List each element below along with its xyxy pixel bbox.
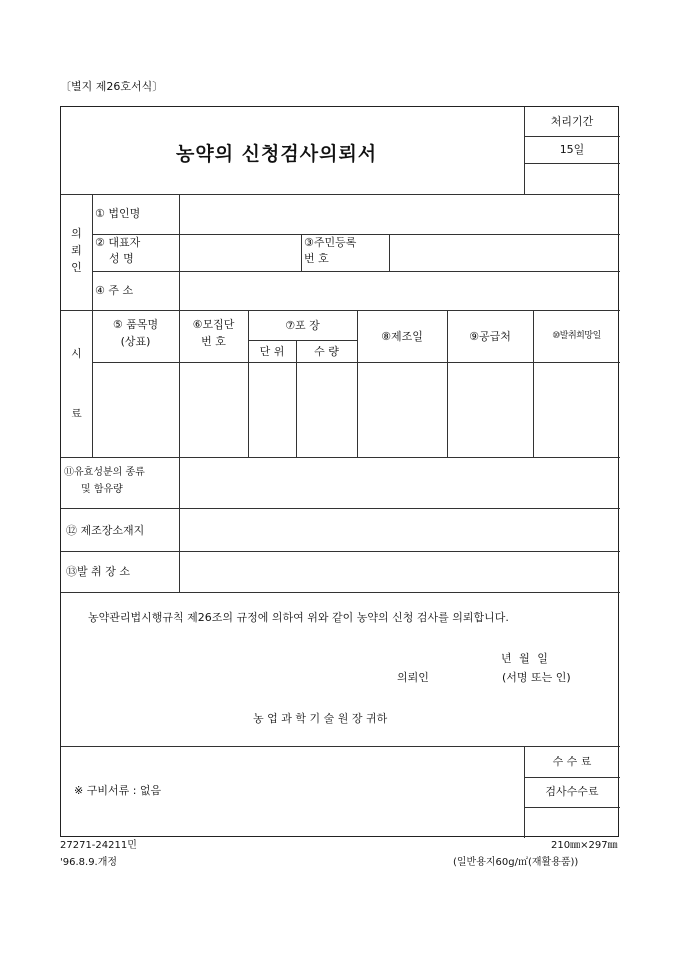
col-sampling-date: ⑩발취희망일 — [552, 331, 601, 341]
col-brand: (상표) — [120, 335, 151, 348]
sampling-place-field[interactable] — [180, 552, 619, 591]
requester-section-label: 의 뢰 인 — [71, 227, 82, 274]
resident-number-field[interactable] — [390, 235, 619, 270]
address-label: ④ 주 소 — [95, 284, 134, 297]
processing-note-field[interactable] — [525, 164, 619, 193]
sampling-place-label: ⑬발 취 장 소 — [66, 565, 130, 578]
corp-name-label: ① 법인명 — [95, 207, 141, 220]
col-manufacture-date: ⑧제조일 — [381, 330, 423, 343]
factory-location-label: ⑫ 제조장소재지 — [66, 524, 145, 537]
col-product-name: ⑤ 품목명 — [112, 318, 159, 331]
manufacture-date-cell[interactable] — [358, 363, 446, 456]
sample-section-label-2: 료 — [71, 407, 82, 420]
sign-hint: (서명 또는 인) — [502, 671, 571, 684]
attachments-note: ※ 구비서류 : 없음 — [74, 784, 162, 797]
form-code: 27271-24211민 — [60, 840, 137, 851]
col-supplier: ⑨공급처 — [469, 330, 511, 343]
requester-sign-field[interactable] — [433, 667, 499, 687]
divider — [61, 746, 620, 747]
paper-spec: (일반용지60g/㎡(재활용품)) — [453, 857, 579, 868]
divider — [524, 777, 620, 778]
requester-sign-label: 의뢰인 — [397, 671, 429, 684]
fee-item: 검사수수료 — [545, 785, 599, 798]
form-number-note: 〔별지 제26호서식〕 — [60, 80, 164, 93]
col-lot-number-2: 번 호 — [201, 335, 226, 348]
resident-number-label: ③주민등록 — [304, 236, 357, 249]
address-field[interactable] — [180, 272, 619, 309]
revision-date: '96.8.9.개정 — [60, 857, 118, 868]
fee-amount-field[interactable] — [525, 808, 619, 837]
processing-period-label: 처리기간 — [550, 115, 594, 128]
declaration-text: 농약관리법시행규칙 제26조의 규정에 의하여 위와 같이 농약의 신청 검사를 의뢰합니다. — [88, 611, 509, 624]
lot-number-cell[interactable] — [180, 363, 247, 456]
date-line: 년 월 일 — [501, 652, 548, 665]
representative-name-label: 성 명 — [109, 252, 134, 265]
col-quantity: 수 량 — [314, 345, 339, 358]
factory-location-field[interactable] — [180, 509, 619, 550]
ingredients-label: ⑪유효성분의 종류 — [64, 467, 145, 478]
divider — [61, 592, 620, 593]
col-unit: 단 위 — [259, 345, 285, 358]
representative-label: ② 대표자 — [95, 236, 141, 249]
form-title: 농약의 신청검사의뢰서 — [176, 143, 378, 165]
col-packaging: ⑦포 장 — [285, 319, 320, 332]
corp-name-field[interactable] — [180, 195, 619, 233]
application-form — [60, 106, 619, 837]
supplier-cell[interactable] — [448, 363, 532, 456]
unit-cell[interactable] — [249, 363, 295, 456]
fee-label: 수 수 료 — [552, 755, 592, 768]
representative-name-field[interactable] — [180, 235, 300, 270]
paper-size: 210㎜×297㎜ — [551, 840, 618, 851]
col-lot-number: ⑥모집단 — [192, 318, 235, 331]
divider — [248, 340, 357, 341]
processing-period-value: 15일 — [559, 143, 585, 156]
ingredients-label-2: 및 함유량 — [81, 484, 123, 495]
divider — [61, 310, 620, 311]
product-name-cell[interactable] — [93, 363, 178, 456]
divider — [524, 136, 620, 137]
quantity-cell[interactable] — [297, 363, 356, 456]
divider — [301, 234, 302, 271]
addressee: 농 업 과 학 기 술 원 장 귀하 — [253, 712, 388, 725]
sample-section-label-1: 시 — [71, 347, 82, 360]
sampling-date-cell[interactable] — [534, 363, 619, 456]
ingredients-field[interactable] — [180, 458, 619, 507]
resident-number-label-2: 번 호 — [304, 252, 329, 265]
